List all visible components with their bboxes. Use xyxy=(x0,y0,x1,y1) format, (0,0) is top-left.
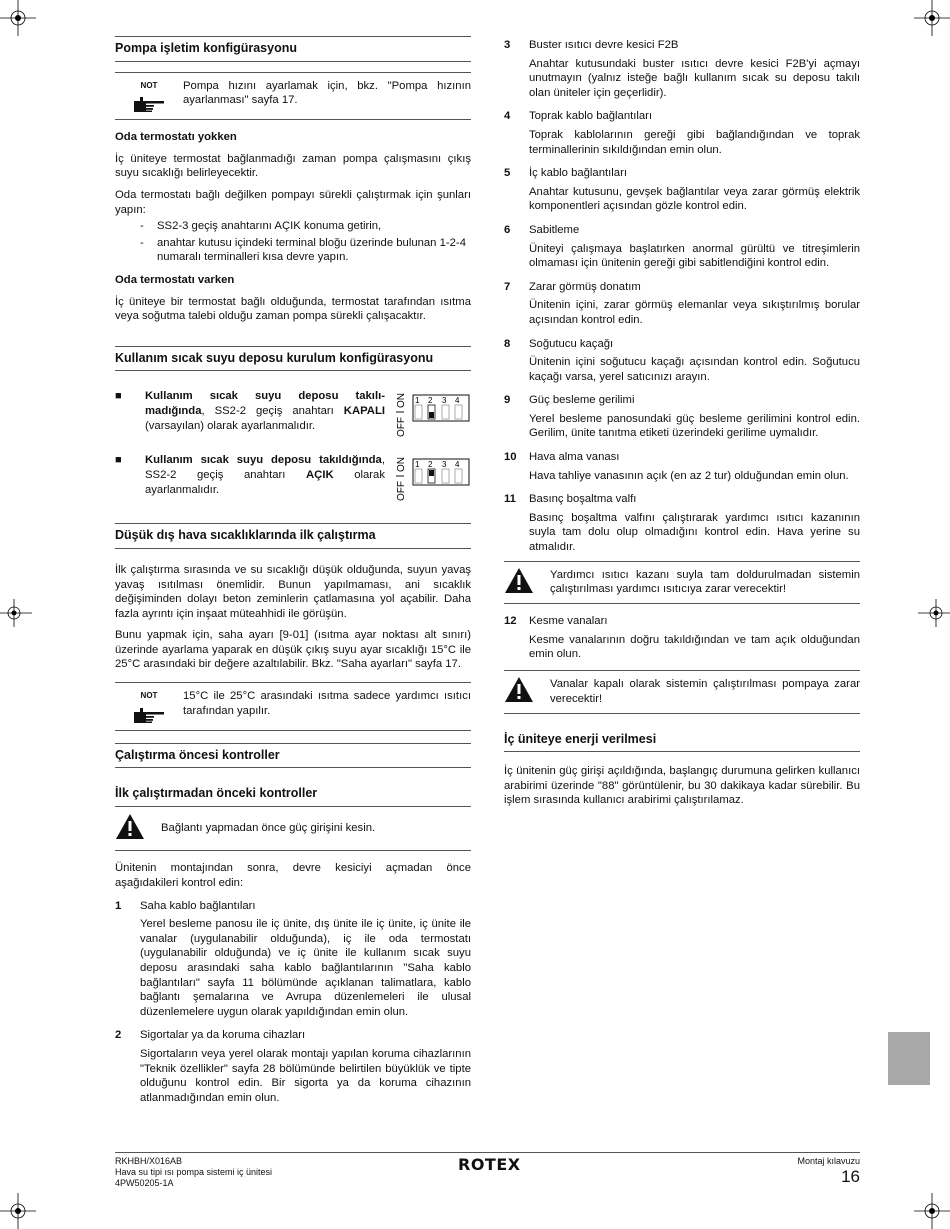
svg-text:OFF: OFF xyxy=(396,417,407,438)
paragraph: İç ünitenin güç girişi açıldığında, başlangıç durumuna gelirken kullanıcı arabirimi üzerinde "88" görüntülenir, bu 30 dakikaya kadar sürebilir. Bu işlem sırasında kullanıcı arabirimi çalıştırılamaz. xyxy=(504,765,860,807)
check-item-4: 4 Toprak kablo bağlantıları xyxy=(504,110,653,123)
registration-mark-icon xyxy=(0,0,40,40)
note-icon-block xyxy=(115,689,183,724)
square-bullet-icon: ■ xyxy=(115,454,122,467)
warning-text: Bağlantı yapmadan önce güç girişini kesin. xyxy=(161,822,376,835)
registration-mark-icon xyxy=(910,0,950,40)
paragraph: Bunu yapmak için, saha ayarı [9-01] (ısıtma ayar noktası alt sınırı) üzerinde ayarlama yaparak en düşük çıkış suyu ayar sıcaklığı 15°C ile 25°C arasındaki bir değere azaltılabilir. Bkz. "Saha ayarları" sayfa 17. xyxy=(115,629,471,671)
switch-text: Kullanım sıcak suyu deposu takılı-madığında, SS2-2 geçiş anahtarı KAPALI (varsayılan) olarak ayarlanmalıdır. xyxy=(145,390,385,432)
subheading-no-thermostat: Oda termostatı yokken xyxy=(115,131,237,144)
check-item-8: 8 Soğutucu kaçağı xyxy=(504,337,614,350)
check-item-11: 11 Basınç boşaltma valfı xyxy=(504,493,637,506)
check-item-body: Yerel besleme panosundaki güç besleme gerilimini kontrol edin. Gerilim, ünite tanıtma etiketi üzerindeki gerilime uymalıdır. xyxy=(529,412,860,440)
svg-text:OFF: OFF xyxy=(396,481,407,502)
section-title-dhw-tank-config: Kullanım sıcak suyu deposu kurulum konfigürasyonu xyxy=(115,346,471,372)
registration-mark-icon xyxy=(0,595,32,631)
check-item-10: 10 Hava alma vanası xyxy=(504,451,620,464)
check-item-2: 2 Sigortalar ya da koruma cihazları xyxy=(115,1029,306,1042)
check-item-7: 7 Zarar görmüş donatım xyxy=(504,280,641,293)
dip-switch-on-icon xyxy=(395,453,471,503)
paragraph: Oda termostatı bağlı değilken pompayı sürekli çalıştırmak için şunları yapın: xyxy=(115,188,471,216)
svg-text:4: 4 xyxy=(455,396,460,406)
check-item-body: Üniteyi çalışmaya başlatırken anormal gürültü ve titreşimlerin olmaması için ünitenin gereği gibi sabitlendiğini kontrol edin. xyxy=(529,242,860,270)
svg-text:3: 3 xyxy=(442,396,447,406)
paragraph: İlk çalıştırma sırasında ve su sıcaklığı düşük olduğunda, suyun yavaş yavaş ısıtılması önemlidir. Bunun yapılmaması, ani sıcaklık değişiminden dolayı beton zeminlerin çatlamasına yol açabilir. Daha fazla ayrıntı için inşaat müteahhidi ile görüşün. xyxy=(115,563,471,620)
warning-box xyxy=(115,807,471,852)
page-number: 16 xyxy=(841,1167,860,1186)
paragraph: İç üniteye termostat bağlanmadığı zaman pompa çalışmasını çıkış suyu sıcaklığı belirleyecektir. xyxy=(115,152,471,180)
check-item-body: Sigortaların veya yerel olarak montajı yapılan koruma cihazlarının "Teknik özellikler" sayfa 28 bölümünde belirtilen büyüklük ve tipte olduğunu kontrol edin. Bir sigorta ya da koruma cihazının atlanmadığından emin olun. xyxy=(140,1047,471,1104)
subheading-with-thermostat: Oda termostatı varken xyxy=(115,273,235,286)
square-bullet-icon: ■ xyxy=(115,390,122,403)
check-item-body: Hava tahliye vanasının açık (en az 2 tur) olduğundan emin olun. xyxy=(529,469,849,482)
svg-text:2: 2 xyxy=(428,460,433,470)
check-item-body: Yerel besleme panosu ile iç ünite, dış ünite ile iç ünite, iç ünite ile vanalar (uygulanabilir olduğunda), iç ile oda termostatı (uygulanabilir olduğunda) ve iç ünite ile kullanım sıcak suyu deposu arasındaki saha kablo bağlantılarının "Saha kablo bağlantıları" sayfa 11 bölümünde açıklanan talimatlara, kablo bağlantı şemalarına ve Avrupa düzenlemeleri ile ulusal düzenlemelere uygun olarak yapıldığından emin olun. xyxy=(140,918,471,1018)
warning-triangle-icon xyxy=(504,676,534,703)
svg-text:1: 1 xyxy=(415,460,420,470)
section-tab-marker xyxy=(888,1032,930,1085)
switch-setting-off xyxy=(115,389,471,439)
section-title-pump-config: Pompa işletim konfigürasyonu xyxy=(115,36,471,62)
warning-triangle-icon xyxy=(504,567,534,594)
check-item-body: Anahtar kutusunu, gevşek bağlantılar veya zarar görmüş elektrik komponentleri açısından gözle kontrol edin. xyxy=(529,185,860,213)
dash-item: - SS2-3 geçiş anahtarını AÇIK konuma getirin, xyxy=(140,220,382,233)
svg-text:4: 4 xyxy=(455,460,460,470)
note-text: Pompa hızını ayarlamak için, bkz. "Pompa hızının ayarlanması" sayfa 17. xyxy=(183,79,471,107)
svg-text:2: 2 xyxy=(428,396,433,406)
registration-mark-icon xyxy=(910,1189,950,1229)
paragraph: Ünitenin montajından sonra, devre kesiciyi açmadan önce aşağıdakileri kontrol edin: xyxy=(115,862,471,890)
registration-mark-icon xyxy=(918,595,950,631)
check-item-body: Basınç boşaltma valfını çalıştırarak yardımcı ısıtıcı kazanının suyla tam dolu olup olmadığını kontrol edin. Hava yerine su atmalıdır. xyxy=(529,511,860,554)
footer-doc-code: 4PW50205-1A xyxy=(115,1178,174,1188)
section-title-pre-operation-checks: Çalıştırma öncesi kontroller xyxy=(115,743,471,769)
warning-box xyxy=(504,670,860,714)
footer-manual-title: Montaj kılavuzu xyxy=(797,1156,860,1166)
switch-text: Kullanım sıcak suyu deposu takıldığında, SS2-2 geçiş anahtarı AÇIK olarak ayarlanmalıdır. xyxy=(145,454,385,496)
rotex-logo: ROTEX xyxy=(458,1155,521,1174)
check-item-12: 12 Kesme vanaları xyxy=(504,615,608,628)
check-item-6: 6 Sabitleme xyxy=(504,223,580,236)
footer-product: Hava su tipi ısı pompa sistemi iç ünitesi xyxy=(115,1167,273,1177)
warning-text: Vanalar kapalı olarak sistemin çalıştırılması pompaya zarar verecektir! xyxy=(550,678,860,705)
note-icon-block xyxy=(115,79,183,114)
note-label: NOT xyxy=(140,80,158,90)
check-item-body: Ünitenin içini, zarar görmüş elemanlar veya sıkıştırılmış borular açısından kontrol edin. xyxy=(529,299,860,326)
warning-triangle-icon xyxy=(115,813,145,840)
note-box xyxy=(115,682,471,731)
right-column xyxy=(504,38,860,815)
paragraph: İç üniteye bir termostat bağlı olduğunda, termostat tarafından ısıtma veya soğutma talebi olduğu zaman pompa sürekli çalışacaktır. xyxy=(115,295,471,323)
pointing-hand-icon xyxy=(132,97,166,113)
left-column xyxy=(115,36,471,1114)
check-item-body: Kesme vanalarının doğru takıldığından ve tam açık olduğundan emin olun. xyxy=(529,633,860,661)
footer-left xyxy=(115,1156,272,1189)
warning-box xyxy=(504,561,860,605)
switch-setting-on xyxy=(115,453,471,503)
svg-text:3: 3 xyxy=(442,460,447,470)
svg-text:1: 1 xyxy=(415,396,420,406)
check-item-3: 3 Buster ısıtıcı devre kesici F2B xyxy=(504,39,679,51)
check-item-body: Ünitenin içini soğutucu kaçağı açısından kontrol edin. Soğutucu kaçağı varsa, yerel satıcınızı arayın. xyxy=(529,356,860,383)
check-item-5: 5 İç kablo bağlantıları xyxy=(504,167,627,180)
check-item-1: 1 Saha kablo bağlantıları xyxy=(115,899,256,912)
dash-item: - anahtar kutusu içindeki terminal bloğu üzerinde bulunan 1-2-4 numaralı terminalleri kısa devre yapın. xyxy=(140,236,466,264)
warning-text: Yardımcı ısıtıcı kazanı suyla tam doldurulmadan sistemin çalıştırılması yardımcı ısıtıcıya zarar verecektir! xyxy=(550,568,860,596)
check-item-9: 9 Güç besleme gerilimi xyxy=(504,394,635,407)
svg-text:ON: ON xyxy=(396,393,407,409)
svg-text:ON: ON xyxy=(396,457,407,473)
note-box xyxy=(115,72,471,121)
footer-right xyxy=(797,1156,860,1186)
section-title-first-startup-checks: İlk çalıştırmadan önceki kontroller xyxy=(115,782,471,807)
note-label: NOT xyxy=(140,691,158,701)
check-item-body: Anahtar kutusundaki buster ısıtıcı devre kesici F2B'yi açmayı unutmayın (yalnız isteğe bağlı kullanım sıcak su deposu takılı olan üniteler için geçerlidir). xyxy=(529,57,860,99)
footer-divider xyxy=(115,1152,860,1153)
check-item-body: Toprak kablolarının gereği gibi bağlandığından ve toprak terminallerinin sıkıldığından emin olun. xyxy=(529,128,860,156)
section-title-low-temp-startup: Düşük dış hava sıcaklıklarında ilk çalıştırma xyxy=(115,523,471,549)
footer-model: RKHBH/X016AB xyxy=(115,1156,183,1166)
note-text: 15°C ile 25°C arasındaki ısıtma sadece yardımcı ısıtıcı tarafından yapılır. xyxy=(183,690,471,717)
pointing-hand-icon xyxy=(132,708,166,724)
dip-switch-off-icon xyxy=(395,389,471,439)
section-title-power-on: İç üniteye enerji verilmesi xyxy=(504,728,860,753)
registration-mark-icon xyxy=(0,1189,40,1229)
